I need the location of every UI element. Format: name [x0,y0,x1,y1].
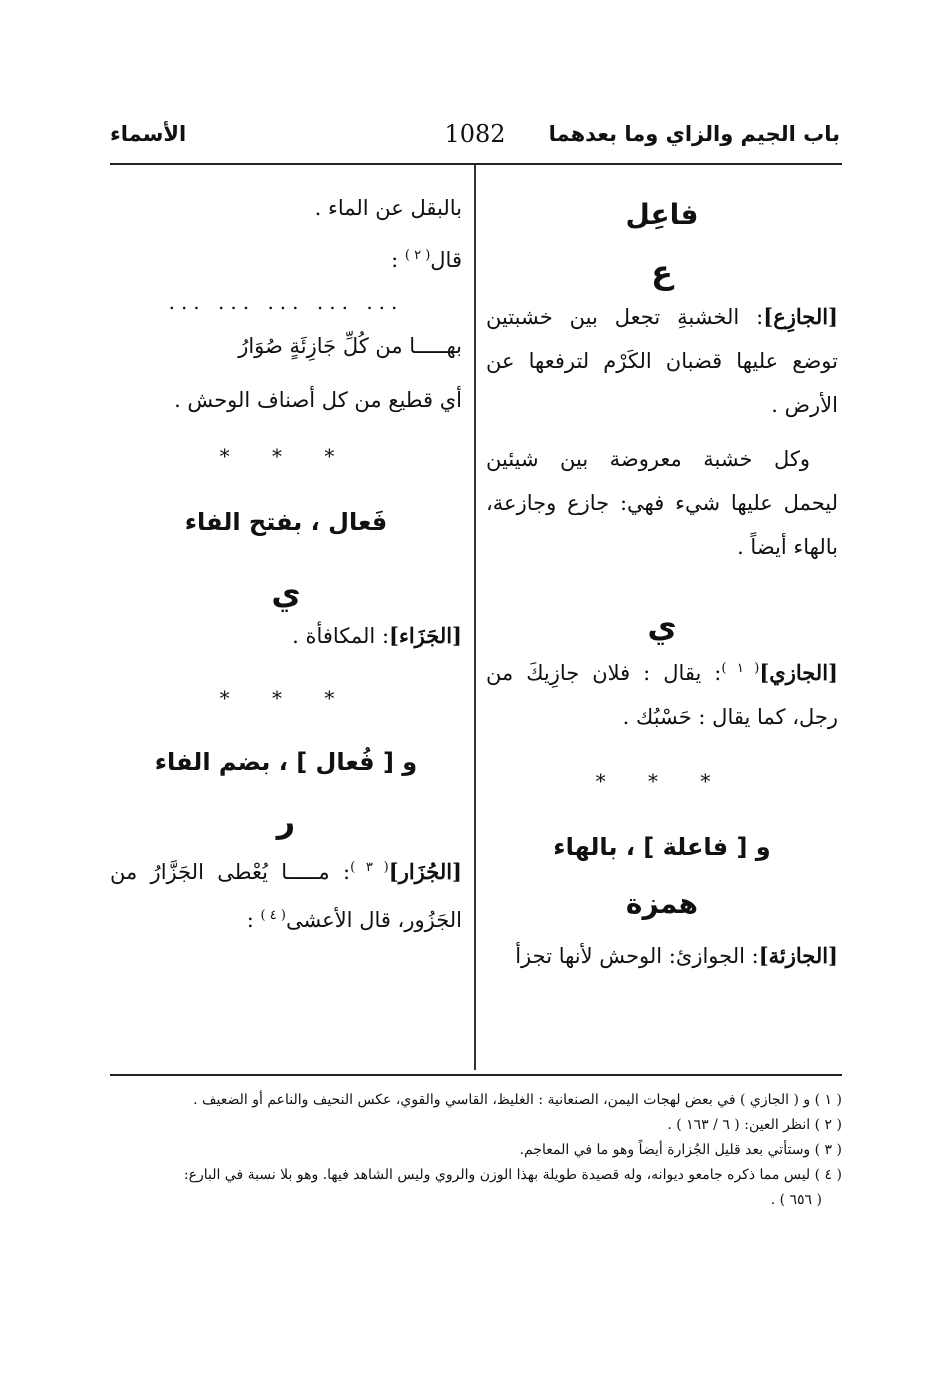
footnote-rule [110,1074,842,1076]
chapter-title: باب الجيم والزاي وما بعدهما [548,122,840,146]
footnote-2: ( ٢ ) انظر العين: ( ٦ / ١٦٣ ) . [667,1117,842,1133]
verse-line: بهـــــا من كُلِّ جَازِئَةٍ صُوَارُ [238,334,462,358]
pattern-heading: فَعال ، بفتح الفاء [184,508,388,536]
entry-term: [الجازئة] [758,943,838,968]
footnote-ref: ( ١ ) [721,661,760,676]
section-title: الأسماء [110,122,187,146]
entry-text: : الخشبةِ تجعل بين خشبتين توضع عليها قضبان الكَرْم لترفعها عن الأرض . [486,305,838,417]
separator-stars: * * * [219,686,353,710]
footnotes [110,1088,842,1213]
pattern-heading: فاعِل [625,198,699,231]
entry-text: : مـــــا يُعْطى الجَزَّارُ من الجَزُور، قال الأعشى [110,860,462,932]
entry-jazia [486,934,838,978]
entry-term: [الجُزَار] [388,859,462,884]
footnote-ref: ( ٤ ) [260,908,286,923]
left-column [110,180,462,942]
verse-gloss: أي قطيع من كل أصناف الوحش . [174,388,462,412]
entry-jazaa [110,614,462,658]
footnote-3: ( ٣ ) وستأتي بعد قليل الجُزارة أيضاً وهو ما في المعاجم. [519,1142,842,1158]
column-divider [474,165,476,1070]
page-number: 1082 [444,120,506,148]
separator-stars: * * * [219,444,353,468]
entry-colon: : [246,908,261,932]
letter-heading: همزة [625,887,699,920]
entry-term: [الجازي] [759,660,838,685]
entry-juzar [110,846,462,942]
entry-term: [الجازِع] [763,304,838,329]
footnote-4-cont: ( ٦٥٦ ) . [770,1192,822,1208]
entry-text: : المكافأة . [292,624,390,648]
separator-stars: * * * [595,769,729,793]
letter-heading: ع [651,253,673,291]
entry-text: : يقال : فلان جازِيكَ من رجل، كما يقال : حَسْبُك . [486,661,838,729]
qal-word: قال [430,248,462,272]
footnote-ref: ( ٢ ) [404,248,431,263]
pattern-heading: و [ فُعال ] ، بضم الفاء [154,748,418,776]
footnote-1: ( ١ ) و ( الجازي ) في بعض لهجات اليمن، الصنعانية : الغليظ، القاسي والقوي، عكس النحيف والناعم أو الضعيف . [193,1092,842,1108]
header-rule [110,163,842,165]
footnote-4: ( ٤ ) ليس مما ذكره جامعو ديوانه، وله قصيدة طويلة بهذا الوزن والروي وليس الشاهد فيها. وهو بلا نسبة في البارع: [183,1167,842,1183]
quote-intro [110,234,462,282]
right-column [486,180,838,978]
qal-colon: : [391,248,405,272]
letter-heading: ر [276,802,296,840]
entry-continuation: بالبقل عن الماء . [314,196,462,220]
running-header [110,118,840,158]
entry-term: [الجَزَاء] [389,623,462,648]
entry-continuation: وكل خشبة معروضة بين شيئين ليحمل عليها شيء فهي: جازع وجازعة، بالهاء أيضاً . [486,447,838,559]
entry-jazi [486,295,838,427]
letter-heading: ي [271,574,301,612]
verse-ellipsis: ... ... ... ... ... [168,290,404,314]
pattern-heading: و [ فاعلة ] ، بالهاء [553,833,771,861]
entry-text: : الجوازئ: الوحش لأنها تجزأ [515,944,759,968]
entry-jazi-yaa [486,647,838,739]
footnote-ref: ( ٣ ) [350,860,389,875]
letter-heading: ي [647,607,677,645]
